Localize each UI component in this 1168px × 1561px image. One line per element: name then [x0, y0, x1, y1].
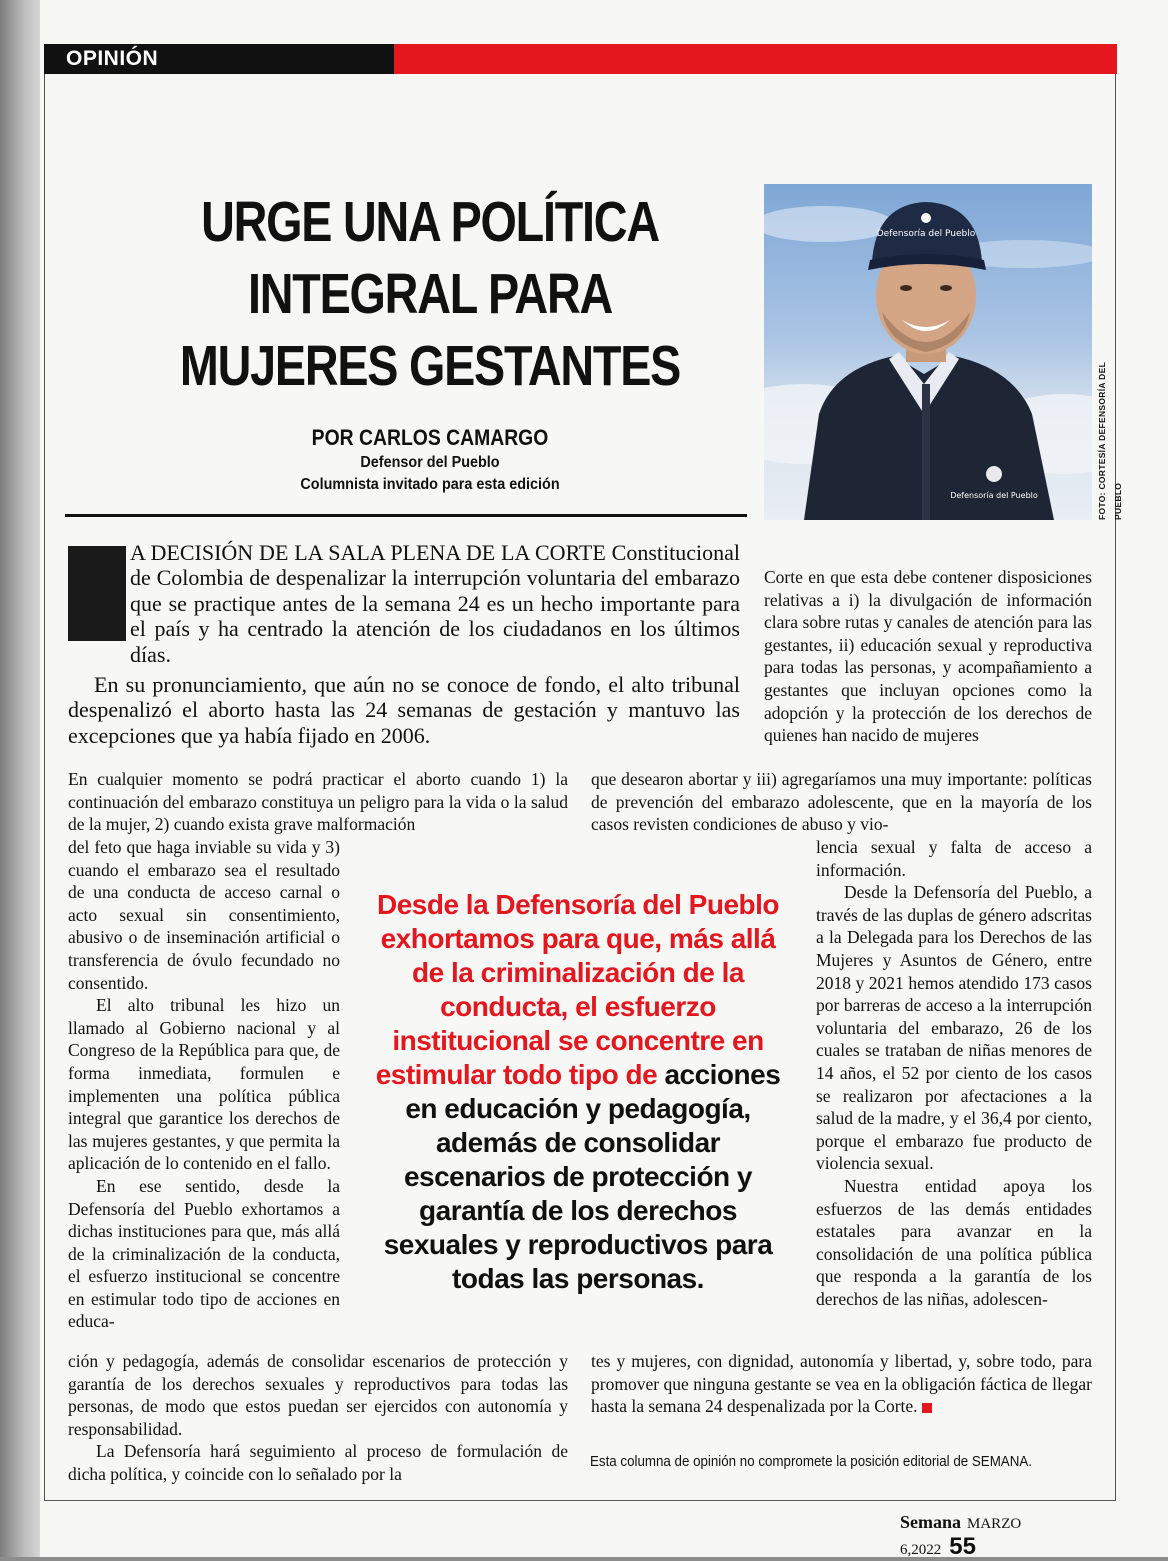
pull-quote-red: Desde la Defensoría del Pueblo exhortamos para que, más allá de la criminalización de la conducta, el esfuerzo institucional se concentre en estimular todo tipo de: [375, 889, 780, 1090]
pull-quote-black: acciones en educación y pedagogía, además de consolidar escenarios de protección y garantía de los derechos sexuales y reproductivos para todas las personas.: [383, 1059, 781, 1294]
body-paragraph: Desde la Defensoría del Pueblo, a través de las duplas de género adscritas a la Delegada para los Derechos de las Mujeres y Asuntos de Género, entre 2018 y 2021 hemos atendido 173 casos por barreras de acceso a la interrupción voluntaria del embarazo, 26 de los cuales se trataban de niñas menores de 14 años, el 52 por ciento de los casos se realizaron por afectaciones a la salud de la madre, y el 36,4 por ciento, porque el embarazo fue producto de violencia sexual.: [816, 882, 1092, 1174]
headline-line: MUJERES GESTANTES: [179, 334, 681, 398]
headline-line: URGE UNA POLÍTICA: [201, 190, 659, 254]
byline-rule: [65, 514, 747, 517]
publication-name: Semana: [900, 1512, 962, 1532]
drop-cap: [68, 546, 126, 641]
section-header: [44, 44, 1117, 74]
headline-line: INTEGRAL PARA: [247, 262, 613, 326]
section-label: OPINIÓN: [44, 44, 394, 74]
body-paragraph: El alto tribunal les hizo un llamado al Gobierno nacional y al Congreso de la República para que, de forma inmediata, formulen e implementen una política pública integral que garantice los derechos de las mujeres gestantes, y que permita la aplicación de lo contenido en el fallo.: [68, 995, 340, 1174]
author-name: POR CARLOS CAMARGO: [311, 425, 549, 450]
col2-top: [764, 566, 1092, 747]
body-paragraph: En cualquier momento se podrá practicar el aborto cuando 1) la continuación del embarazo constituya un peligro para la vida o la salud de la mujer, 2) cuando exista grave malformación: [68, 769, 568, 835]
author-note: Columnista invitado para esta edición: [300, 476, 560, 493]
body-paragraph: lencia sexual y falta de acceso a información.: [816, 837, 1092, 880]
closing-text: tes y mujeres, con dignidad, autonomía y libertad, y, sobre todo, para promover que ninguna gestante se vea en la obligación fáctica de llegar hasta la semana 24 despenalizada por la Corte.: [591, 1351, 1092, 1417]
byline: [200, 424, 660, 496]
body-paragraph: del feto que haga inviable su vida y 3) cuando el embarazo sea el resultado de una conducta de acceso carnal o acto sexual sin consentimiento, abusivo o de inseminación artificial o transferencia de óvulo fecundado no consentido.: [68, 837, 340, 993]
cap-logo-text: Defensoría del Pueblo: [876, 229, 976, 239]
col1-bottom: [68, 1350, 568, 1486]
photo-credit: FOTO: CORTESÍA DEFENSORÍA DEL PUEBLO: [1097, 362, 1123, 520]
author-portrait-illustration: [764, 184, 1092, 520]
headline: [151, 186, 709, 402]
lead-paragraph-2: [68, 672, 740, 748]
body-paragraph: En ese sentido, desde la Defensoría del Pueblo exhortamos a dichas instituciones para que, más allá de la criminalización de la conducta, el esfuerzo institucional se concentre en estimular todo tipo de acciones en educa-: [68, 1175, 340, 1332]
col1-top: [68, 768, 568, 836]
editorial-disclaimer: Esta columna de opinión no compromete la posición editorial de SEMANA.: [590, 1454, 1032, 1470]
lead-paragraph-1: [130, 540, 740, 667]
body-paragraph: Corte en que esta debe contener disposiciones relativas a i) la divulgación de información clara sobre rutas y canales de atención para las gestantes, ii) educación sexual y reproductiva para todas las personas, y acompañamiento a gestantes que incluyan opciones como la adopción y la protección de los derechos de quienes han nacido de mujeres: [764, 567, 1092, 746]
body-paragraph: [591, 1350, 1092, 1418]
page-footer: [900, 1512, 1100, 1561]
body-paragraph: Nuestra entidad apoya los esfuerzos de las demás entidades estatales para avanzar en la consolidación de una política pública que responda a la garantía de los derechos de las niñas, adolescen-: [816, 1175, 1092, 1309]
lead-text-2: En su pronunciamiento, que aún no se conoce de fondo, el alto tribunal despenalizó el aborto hasta las 24 semanas de gestación y mantuvo las excepciones que ya había fijado en 2006.: [68, 672, 740, 748]
issue-date: MARZO 6,2022: [900, 1516, 1022, 1558]
body-paragraph: que desearon abortar y iii) agregaríamos una muy importante: políticas de prevención del embarazo adolescente, que en la mayoría de los casos revisten condiciones de abuso y vio-: [591, 769, 1092, 835]
author-photo: [764, 184, 1092, 520]
body-paragraph: La Defensoría hará seguimiento al proceso de formulación de dicha política, y coincide con lo señalado por la: [68, 1441, 568, 1484]
col1-narrow: [68, 836, 340, 1333]
vest-logo-text: Defensoría del Pueblo: [950, 491, 1038, 500]
body-paragraph: ción y pedagogía, además de consolidar escenarios de protección y garantía de los derechos sexuales y reproductivos para todas las personas, de modo que estos puedan ser ejercidos con autonomía y responsabilidad.: [68, 1351, 568, 1439]
lead-text-1: A DECISIÓN DE LA SALA PLENA DE LA CORTE Constitucional de Colombia de despenalizar la interrupción voluntaria del embarazo que se practique antes de la semana 24 es un hecho importante para el país y ha centrado la atención de los ciudadanos en los últimos días.: [130, 540, 740, 667]
page-gutter-shadow: [0, 0, 40, 1557]
pull-quote: [374, 888, 782, 1296]
end-mark-icon: [922, 1403, 932, 1413]
col2-narrow: [816, 836, 1092, 1310]
col2-bottom: [591, 1350, 1092, 1418]
page-number: 55: [949, 1533, 976, 1560]
magazine-page: [40, 0, 1168, 1560]
section-accent-bar: [394, 44, 1117, 74]
col2-mid: [591, 768, 1092, 836]
author-role: Defensor del Pueblo: [360, 454, 500, 471]
